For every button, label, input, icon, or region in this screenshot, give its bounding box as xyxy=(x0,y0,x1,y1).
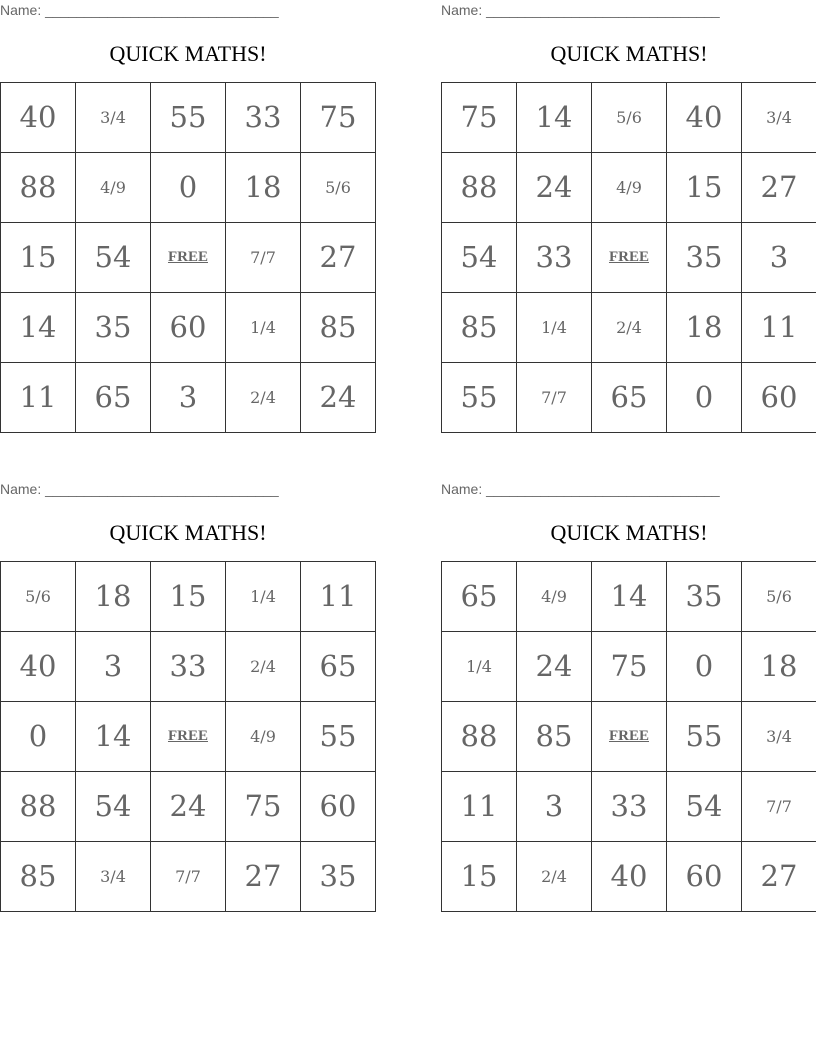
grid-row xyxy=(442,562,816,632)
number-cell: 27 xyxy=(301,223,376,293)
card-title: QUICK MATHS! xyxy=(109,520,267,545)
fraction-cell: 4/9 xyxy=(226,702,301,772)
number-cell: 33 xyxy=(226,83,301,153)
card-title: QUICK MATHS! xyxy=(109,41,267,66)
grid-row xyxy=(442,702,816,772)
bingo-grid xyxy=(0,561,376,912)
number-cell: 35 xyxy=(667,223,742,293)
name-line: Name: ______________________________ xyxy=(0,2,279,18)
fraction-cell: 5/6 xyxy=(592,83,667,153)
free-space-cell: FREE xyxy=(592,702,667,772)
number-cell: 27 xyxy=(226,842,301,912)
grid-row xyxy=(1,702,376,772)
number-cell: 75 xyxy=(301,83,376,153)
number-cell: 35 xyxy=(76,293,151,363)
number-cell: 88 xyxy=(1,772,76,842)
fraction-cell: 5/6 xyxy=(742,562,816,632)
fraction-cell: 2/4 xyxy=(226,363,301,433)
number-cell: 35 xyxy=(667,562,742,632)
number-cell: 15 xyxy=(151,562,226,632)
number-cell: 3 xyxy=(76,632,151,702)
fraction-cell: 2/4 xyxy=(517,842,592,912)
number-cell: 75 xyxy=(226,772,301,842)
free-space-cell: FREE xyxy=(592,223,667,293)
number-cell: 35 xyxy=(301,842,376,912)
number-cell: 85 xyxy=(517,702,592,772)
number-cell: 75 xyxy=(442,83,517,153)
number-cell: 65 xyxy=(76,363,151,433)
number-cell: 11 xyxy=(301,562,376,632)
number-cell: 18 xyxy=(226,153,301,223)
fraction-cell: 5/6 xyxy=(1,562,76,632)
grid-row xyxy=(1,842,376,912)
card-title: QUICK MATHS! xyxy=(550,520,708,545)
number-cell: 40 xyxy=(1,632,76,702)
fraction-cell: 7/7 xyxy=(517,363,592,433)
number-cell: 27 xyxy=(742,842,816,912)
fraction-cell: 2/4 xyxy=(226,632,301,702)
number-cell: 54 xyxy=(667,772,742,842)
fraction-cell: 7/7 xyxy=(742,772,816,842)
number-cell: 24 xyxy=(301,363,376,433)
fraction-cell: 4/9 xyxy=(517,562,592,632)
number-cell: 88 xyxy=(1,153,76,223)
fraction-cell: 1/4 xyxy=(226,293,301,363)
grid-row xyxy=(1,632,376,702)
number-cell: 15 xyxy=(1,223,76,293)
number-cell: 33 xyxy=(517,223,592,293)
number-cell: 40 xyxy=(1,83,76,153)
number-cell: 3 xyxy=(742,223,816,293)
number-cell: 60 xyxy=(667,842,742,912)
grid-row xyxy=(1,293,376,363)
number-cell: 40 xyxy=(667,83,742,153)
fraction-cell: 3/4 xyxy=(742,702,816,772)
fraction-cell: 1/4 xyxy=(517,293,592,363)
number-cell: 24 xyxy=(151,772,226,842)
number-cell: 55 xyxy=(301,702,376,772)
grid-row xyxy=(1,363,376,433)
number-cell: 18 xyxy=(76,562,151,632)
fraction-cell: 1/4 xyxy=(226,562,301,632)
number-cell: 88 xyxy=(442,153,517,223)
number-cell: 65 xyxy=(301,632,376,702)
number-cell: 55 xyxy=(151,83,226,153)
fraction-cell: 4/9 xyxy=(592,153,667,223)
fraction-cell: 5/6 xyxy=(301,153,376,223)
name-line: Name: ______________________________ xyxy=(441,2,720,18)
fraction-cell: 1/4 xyxy=(442,632,517,702)
bingo-grid xyxy=(441,561,816,912)
number-cell: 55 xyxy=(667,702,742,772)
grid-row xyxy=(442,772,816,842)
grid-row xyxy=(1,83,376,153)
number-cell: 65 xyxy=(592,363,667,433)
number-cell: 85 xyxy=(1,842,76,912)
number-cell: 11 xyxy=(442,772,517,842)
grid-row xyxy=(1,772,376,842)
fraction-cell: 4/9 xyxy=(76,153,151,223)
number-cell: 14 xyxy=(1,293,76,363)
grid-row xyxy=(1,562,376,632)
number-cell: 14 xyxy=(592,562,667,632)
number-cell: 18 xyxy=(667,293,742,363)
grid-row xyxy=(442,842,816,912)
name-line: Name: ______________________________ xyxy=(441,481,720,497)
name-line: Name: ______________________________ xyxy=(0,481,279,497)
number-cell: 14 xyxy=(517,83,592,153)
bingo-grid xyxy=(441,82,816,433)
fraction-cell: 7/7 xyxy=(151,842,226,912)
number-cell: 15 xyxy=(667,153,742,223)
number-cell: 0 xyxy=(667,363,742,433)
number-cell: 27 xyxy=(742,153,816,223)
number-cell: 11 xyxy=(1,363,76,433)
number-cell: 33 xyxy=(592,772,667,842)
grid-row xyxy=(442,223,816,293)
fraction-cell: 7/7 xyxy=(226,223,301,293)
number-cell: 0 xyxy=(151,153,226,223)
bingo-grid xyxy=(0,82,376,433)
number-cell: 75 xyxy=(592,632,667,702)
number-cell: 60 xyxy=(151,293,226,363)
number-cell: 18 xyxy=(742,632,816,702)
grid-row xyxy=(442,153,816,223)
free-space-cell: FREE xyxy=(151,223,226,293)
number-cell: 3 xyxy=(151,363,226,433)
grid-row xyxy=(442,363,816,433)
free-space-cell: FREE xyxy=(151,702,226,772)
grid-row xyxy=(442,83,816,153)
number-cell: 11 xyxy=(742,293,816,363)
grid-row xyxy=(1,153,376,223)
number-cell: 85 xyxy=(301,293,376,363)
number-cell: 85 xyxy=(442,293,517,363)
number-cell: 33 xyxy=(151,632,226,702)
grid-row xyxy=(1,223,376,293)
number-cell: 65 xyxy=(442,562,517,632)
fraction-cell: 2/4 xyxy=(592,293,667,363)
fraction-cell: 3/4 xyxy=(76,83,151,153)
number-cell: 24 xyxy=(517,632,592,702)
number-cell: 88 xyxy=(442,702,517,772)
number-cell: 60 xyxy=(742,363,816,433)
grid-row xyxy=(442,293,816,363)
number-cell: 60 xyxy=(301,772,376,842)
number-cell: 3 xyxy=(517,772,592,842)
grid-row xyxy=(442,632,816,702)
number-cell: 0 xyxy=(1,702,76,772)
number-cell: 54 xyxy=(442,223,517,293)
number-cell: 54 xyxy=(76,772,151,842)
number-cell: 24 xyxy=(517,153,592,223)
number-cell: 54 xyxy=(76,223,151,293)
number-cell: 40 xyxy=(592,842,667,912)
fraction-cell: 3/4 xyxy=(76,842,151,912)
card-title: QUICK MATHS! xyxy=(550,41,708,66)
number-cell: 55 xyxy=(442,363,517,433)
fraction-cell: 3/4 xyxy=(742,83,816,153)
number-cell: 0 xyxy=(667,632,742,702)
number-cell: 14 xyxy=(76,702,151,772)
number-cell: 15 xyxy=(442,842,517,912)
